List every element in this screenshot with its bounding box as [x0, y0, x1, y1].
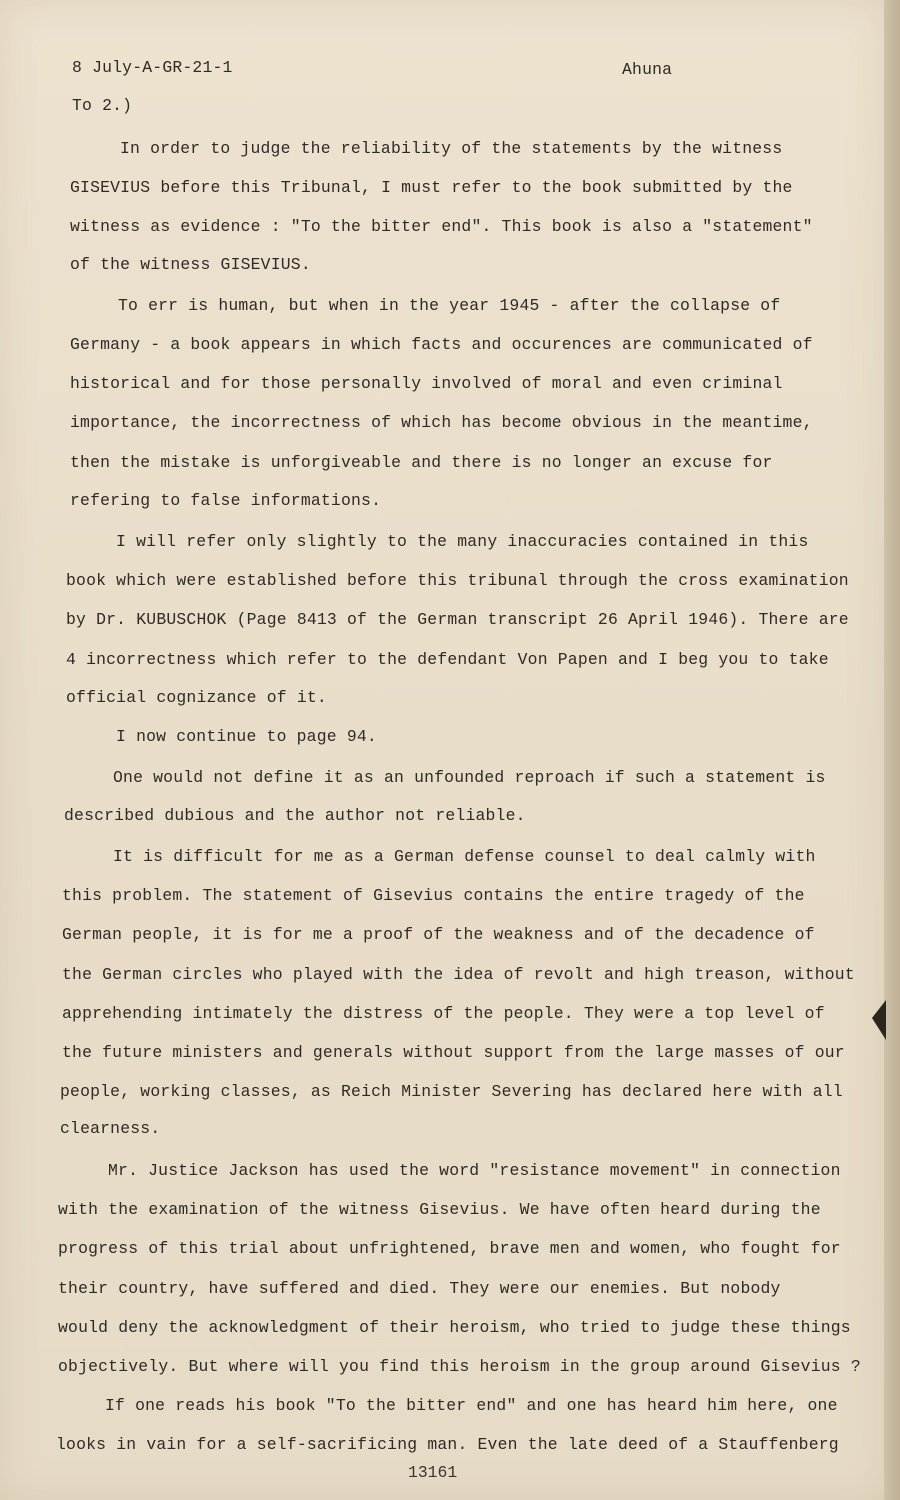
page-number: 13161 [408, 1463, 458, 1482]
text-line: GISEVIUS before this Tribunal, I must refer to the book submitted by the [70, 178, 793, 197]
text-line: In order to judge the reliability of the statements by the witness [120, 139, 783, 158]
text-line: historical and for those personally involved of moral and even criminal [70, 374, 783, 393]
text-line: refering to false informations. [70, 491, 382, 510]
text-line: importance, the incorrectness of which has become obvious in the meantime, [70, 413, 813, 432]
text-line: To err is human, but when in the year 1945 - after the collapse of [118, 296, 781, 315]
text-line: people, working classes, as Reich Minister Severing has declared here with all [60, 1082, 843, 1101]
text-line: described dubious and the author not reliable. [64, 806, 526, 825]
text-line: official cognizance of it. [66, 688, 327, 707]
text-line: looks in vain for a self-sacrificing man. Even the late deed of a Stauffenberg [56, 1435, 839, 1454]
text-line: apprehending intimately the distress of the people. They were a top level of [62, 1004, 825, 1023]
text-line: If one reads his book "To the bitter end" and one has heard him here, one [105, 1396, 838, 1415]
document-reference: 8 July-A-GR-21-1 [72, 58, 233, 77]
text-line: the future ministers and generals without support from the large masses of our [62, 1043, 845, 1062]
text-line: clearness. [60, 1119, 161, 1138]
section-label: To 2.) [72, 96, 133, 115]
text-line: their country, have suffered and died. They were our enemies. But nobody [58, 1279, 781, 1298]
text-line: 4 incorrectness which refer to the defendant Von Papen and I beg you to take [66, 650, 829, 669]
text-line: would deny the acknowledgment of their heroism, who tried to judge these things [58, 1318, 851, 1337]
text-line: Germany - a book appears in which facts and occurences are communicated of [70, 335, 813, 354]
text-line: by Dr. KUBUSCHOK (Page 8413 of the German transcript 26 April 1946). There are [66, 610, 849, 629]
text-line: One would not define it as an unfounded reproach if such a statement is [113, 768, 826, 787]
text-line: the German circles who played with the idea of revolt and high treason, without [62, 965, 855, 984]
text-line: of the witness GISEVIUS. [70, 255, 311, 274]
torn-edge [872, 1000, 886, 1040]
text-line: this problem. The statement of Gisevius contains the entire tragedy of the [62, 886, 805, 905]
text-line: German people, it is for me a proof of the weakness and of the decadence of [62, 925, 815, 944]
text-line: Mr. Justice Jackson has used the word "resistance movement" in connection [108, 1161, 841, 1180]
text-line: then the mistake is unforgiveable and there is no longer an excuse for [70, 453, 773, 472]
text-line: progress of this trial about unfrightened, brave men and women, who fought for [58, 1239, 841, 1258]
text-line: book which were established before this tribunal through the cross examination [66, 571, 849, 590]
page-edge [884, 0, 900, 1500]
text-line: I now continue to page 94. [116, 727, 377, 746]
text-line: I will refer only slightly to the many inaccuracies contained in this [116, 532, 809, 551]
text-line: It is difficult for me as a German defense counsel to deal calmly with [113, 847, 816, 866]
translator-name: Ahuna [622, 60, 673, 79]
text-line: with the examination of the witness Gisevius. We have often heard during the [58, 1200, 821, 1219]
text-line: witness as evidence : "To the bitter end". This book is also a "statement" [70, 217, 813, 236]
text-line: objectively. But where will you find this heroism in the group around Gisevius ? [58, 1357, 861, 1376]
